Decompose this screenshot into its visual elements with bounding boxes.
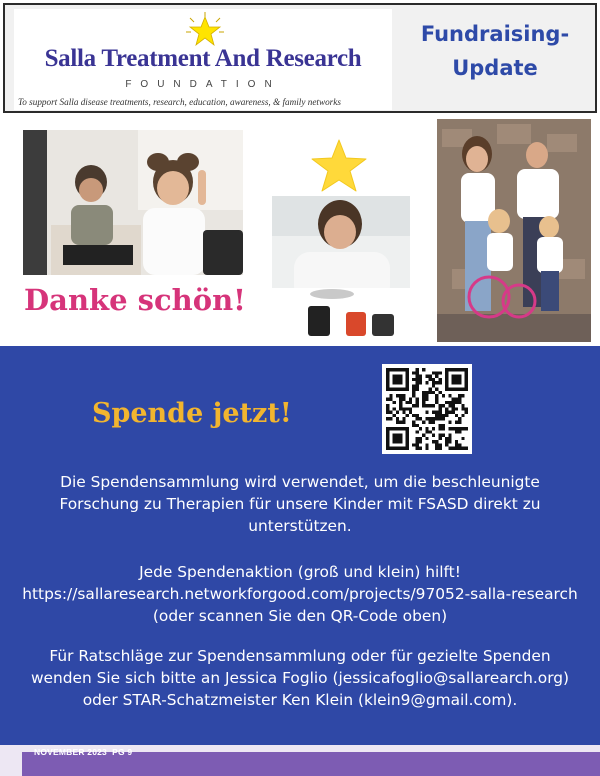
page-title-line1: Fundraising- xyxy=(420,22,570,46)
page-title-line2: Update xyxy=(452,56,538,80)
footer-label xyxy=(34,747,132,757)
logo-title: Salla Treatment And Research xyxy=(44,45,362,72)
qr-code[interactable] xyxy=(382,364,472,454)
header-banner xyxy=(3,3,597,113)
photo-family xyxy=(437,119,591,342)
photo-girl-with-caregiver xyxy=(23,130,243,275)
logo-subtitle: FOUNDATION xyxy=(125,79,281,90)
page-title xyxy=(397,17,593,85)
donate-purpose-text: Die Spendensammlung wird verwendet, um die beschleunigte Forschung zu Therapien für unsere Kinder mit FSASD direkt zu unterstützen. xyxy=(59,473,541,535)
footer-corner xyxy=(0,745,22,776)
logo-tagline: To support Salla disease treatments, research, education, awareness, & family networks xyxy=(18,97,341,107)
thank-you-text: Danke schön! xyxy=(24,283,246,317)
footer-page: PG 9 xyxy=(112,747,133,757)
donate-link-text: Jede Spendenaktion (groß und klein) hilft! https://sallaresearch.networkforgood.com/projects/97052-salla-research (oder scannen Sie den QR-Code oben) xyxy=(22,563,578,625)
donate-heading: Spende jetzt! xyxy=(92,398,292,429)
foundation-logo xyxy=(14,9,392,110)
donate-contact-text: Für Ratschläge zur Spendensammlung oder für gezielte Spenden wenden Sie sich bitte an Jessica Foglio (jessicafoglio@sallarearch.org) oder STAR-Schatzmeister Ken Klein (klein9@gmail.com). xyxy=(30,647,570,709)
footer-date: NOVEMBER 2023 xyxy=(34,747,107,757)
star-icon xyxy=(310,138,368,194)
photo-girl-at-table xyxy=(272,196,410,336)
